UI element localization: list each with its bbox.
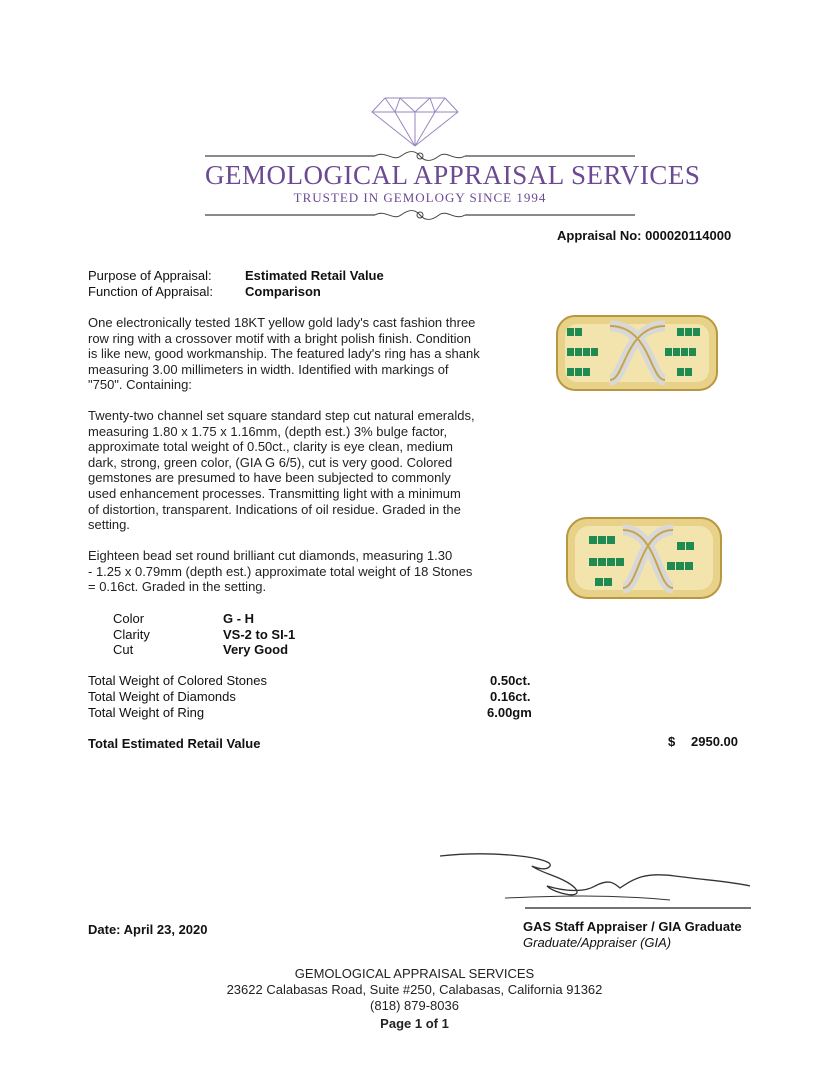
item-line: is like new, good workmanship. The featured lady's ring has a shank	[88, 346, 480, 362]
item-description	[88, 315, 518, 393]
item-line: row ring with a crossover motif with a bright polish finish. Condition	[88, 330, 471, 346]
appraisal-number-label: Appraisal No:	[557, 228, 642, 243]
emerald-line: used enhancement processes. Transmitting light with a minimum	[88, 485, 461, 501]
brand-name: GEMOLOGICAL APPRAISAL SERVICES	[205, 160, 701, 190]
total-ring-value: 6.00gm	[487, 705, 532, 720]
emerald-line: setting.	[88, 517, 130, 533]
item-line: "750". Containing:	[88, 377, 192, 393]
emerald-line: gemstones are presumed to have been subjected to commonly	[88, 470, 451, 486]
grade-cut-label: Cut	[113, 642, 134, 657]
footer-address: 23622 Calabasas Road, Suite #250, Calabasas, California 91362	[226, 982, 603, 997]
total-colored-value: 0.50ct.	[490, 673, 531, 688]
function-value: Comparison	[245, 284, 321, 299]
emerald-line: approximate total weight of 0.50ct., clarity is eye clean, medium	[88, 439, 453, 455]
emerald-description	[88, 408, 518, 533]
item-line: One electronically tested 18KT yellow gold lady's cast fashion three	[88, 315, 476, 330]
purpose-label: Purpose of Appraisal:	[88, 268, 212, 283]
footer-company: GEMOLOGICAL APPRAISAL SERVICES	[294, 966, 535, 981]
header-bottom-ornament	[205, 207, 635, 223]
total-colored-label: Total Weight of Colored Stones	[88, 673, 267, 688]
diamond-line: - 1.25 x 0.79mm (depth est.) approximate total weight of 18 Stones	[88, 563, 473, 579]
diamond-line: = 0.16ct. Graded in the setting.	[88, 579, 267, 595]
emerald-line: Twenty-two channel set square standard step cut natural emeralds,	[88, 408, 475, 423]
signature-title: GAS Staff Appraiser / GIA Graduate	[523, 919, 742, 934]
emerald-line: measuring 1.80 x 1.75 x 1.16mm, (depth est.) 3% bulge factor,	[88, 423, 448, 439]
purpose-value: Estimated Retail Value	[245, 268, 384, 283]
retail-currency: $	[668, 734, 676, 749]
appraisal-date	[88, 922, 207, 938]
emerald-line: of distortion, transparent. Indications of oil residue. Graded in the	[88, 501, 461, 517]
footer-page-number: Page 1 of 1	[380, 1016, 449, 1031]
date-value: April 23, 2020	[123, 922, 208, 937]
diamond-logo-icon	[370, 90, 460, 148]
diamond-description	[88, 548, 518, 595]
appraisal-number-value: 000020114000	[645, 228, 732, 243]
diamond-line: Eighteen bead set round brilliant cut diamonds, measuring 1.30	[88, 548, 453, 563]
total-diamonds-label: Total Weight of Diamonds	[88, 689, 236, 704]
retail-amount: 2950.00	[691, 734, 738, 749]
grade-color-label: Color	[113, 611, 145, 626]
signature-subtitle: Graduate/Appraiser (GIA)	[523, 935, 672, 950]
appraiser-signature-image	[435, 848, 755, 912]
ring-top-view-image	[555, 312, 720, 394]
appraisal-number	[557, 228, 731, 244]
item-line: measuring 3.00 millimeters in width. Identified with markings of	[88, 361, 449, 377]
function-label: Function of Appraisal:	[88, 284, 214, 299]
grade-clarity-value: VS-2 to SI-1	[223, 627, 296, 642]
footer-phone: (818) 879-8036	[370, 998, 459, 1013]
grade-color-value: G - H	[223, 611, 255, 626]
grade-clarity-label: Clarity	[113, 627, 150, 642]
date-label: Date:	[88, 922, 121, 937]
retail-value-label: Total Estimated Retail Value	[88, 736, 261, 751]
grade-cut-value: Very Good	[223, 642, 289, 657]
emerald-line: dark, strong, green color, (GIA G 6/5), cut is very good. Colored	[88, 454, 453, 470]
ring-angle-view-image	[565, 512, 725, 604]
total-ring-label: Total Weight of Ring	[88, 705, 205, 720]
total-diamonds-value: 0.16ct.	[490, 689, 531, 704]
brand-tagline: TRUSTED IN GEMOLOGY SINCE 1994	[293, 190, 547, 205]
